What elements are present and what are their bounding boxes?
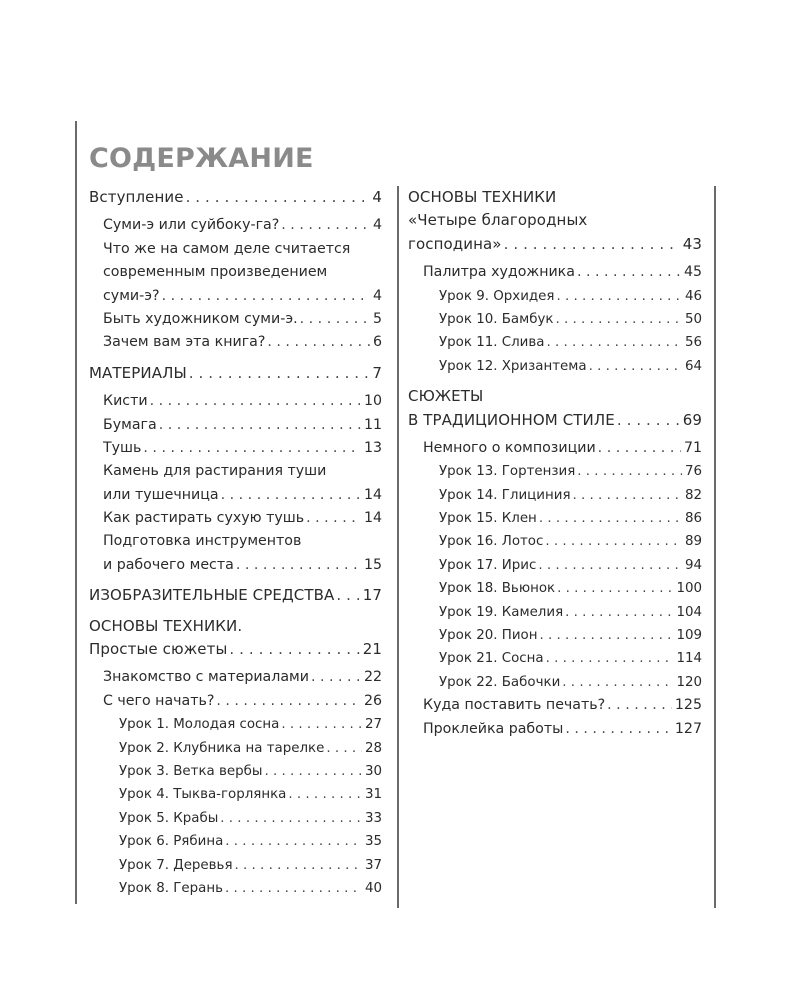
toc-lesson-entry [408, 554, 702, 577]
toc-page-number: 56 [684, 335, 702, 351]
toc-lesson-entry [89, 807, 382, 830]
dot-leader [311, 666, 361, 689]
toc-entry-title: Урок 19. Камелия [439, 604, 564, 620]
dot-leader [589, 355, 682, 378]
toc-entry-title: Подготовка инструментов [103, 533, 302, 550]
dot-leader [150, 390, 361, 413]
toc-page-number: 71 [683, 439, 702, 456]
dot-leader [557, 577, 673, 600]
toc-entry-title: Урок 18. Вьюнок [439, 581, 556, 597]
toc-page-number: 127 [674, 720, 702, 737]
toc-entry-title: Вступление [89, 188, 184, 206]
dot-leader [577, 460, 682, 483]
toc-subsection-entry [89, 308, 382, 331]
dot-leader [336, 584, 359, 607]
toc-section-entry [89, 362, 382, 385]
toc-entry-title: ОСНОВЫ ТЕХНИКИ. [89, 616, 243, 635]
toc-entry-title: Урок 16. Лотос [439, 534, 544, 550]
dot-leader [159, 414, 361, 437]
toc-lesson-entry [408, 355, 702, 378]
toc-entry-title: Урок 7. Деревья [119, 857, 233, 873]
toc-lesson-entry [408, 460, 702, 483]
toc-lesson-entry [89, 854, 382, 877]
toc-column-right [408, 186, 702, 741]
toc-page-number: 11 [363, 416, 382, 433]
toc-entry-title: Палитра художника [423, 264, 575, 281]
toc-section-entry [89, 584, 382, 607]
toc-entry-title: Урок 20. Пион [439, 628, 538, 644]
toc-entry-title: Урок 3. Ветка вербы [119, 763, 263, 779]
dot-leader [216, 690, 361, 713]
dot-leader [189, 362, 370, 385]
dot-leader [143, 437, 361, 460]
dot-leader [288, 783, 362, 806]
toc-page-number: 76 [684, 464, 702, 480]
dot-leader [281, 214, 370, 237]
dot-leader [326, 737, 362, 760]
toc-lesson-entry [408, 484, 702, 507]
toc-page-number: 33 [364, 810, 382, 826]
toc-section-entry [89, 615, 382, 662]
toc-page-number: 14 [363, 510, 382, 527]
toc-entry-title: Урок 22. Бабочки [439, 674, 561, 690]
toc-lesson-entry [408, 577, 702, 600]
toc-page-number: 4 [372, 188, 382, 206]
dot-leader [556, 308, 682, 331]
toc-entry-title: современным произведением [103, 264, 328, 281]
dot-leader [300, 308, 370, 331]
toc-lesson-entry [89, 783, 382, 806]
toc-page-number: 109 [676, 628, 702, 644]
toc-entry-title: суми-э? [103, 287, 160, 304]
toc-subsection-entry [89, 331, 382, 354]
toc-section-entry [408, 186, 702, 256]
toc-entry-title: и рабочего места [103, 556, 234, 573]
toc-entry-title: Камень для растирания туши [103, 463, 327, 480]
toc-page-number: 10 [363, 393, 382, 410]
dot-leader [225, 830, 362, 853]
toc-page-number: 22 [363, 669, 382, 686]
toc-subsection-entry [408, 437, 702, 460]
toc-entry-title: Урок 11. Слива [439, 335, 545, 351]
toc-entry-title: МАТЕРИАЛЫ [89, 363, 187, 382]
toc-subsection-entry [89, 390, 382, 413]
dot-leader [225, 877, 362, 900]
toc-page-number: 40 [364, 880, 382, 896]
toc-page-number: 31 [364, 787, 382, 803]
toc-page-number: 15 [363, 556, 382, 573]
toc-page-number: 45 [683, 264, 702, 281]
toc-section-entry [408, 385, 702, 432]
toc-entry-title: Урок 2. Клубника на тарелке [119, 740, 325, 756]
toc-subsection-entry [89, 460, 382, 507]
toc-entry-title: ОСНОВЫ ТЕХНИКИ [408, 188, 557, 206]
toc-page-number: 120 [676, 674, 702, 690]
toc-lesson-entry [408, 601, 702, 624]
toc-subsection-entry [408, 261, 702, 284]
dot-leader [598, 437, 681, 460]
toc-lesson-entry [408, 285, 702, 308]
toc-page-number: 28 [364, 740, 382, 756]
toc-entry-title: С чего начать? [103, 692, 215, 709]
toc-lesson-entry [408, 308, 702, 331]
toc-lesson-entry [89, 737, 382, 760]
toc-entry-title: В ТРАДИЦИОННОМ СТИЛЕ [408, 410, 615, 429]
toc-subsection-entry [408, 718, 702, 741]
dot-leader [565, 601, 673, 624]
toc-subsection-entry [408, 694, 702, 717]
toc-lesson-entry [89, 760, 382, 783]
toc-entry-title: Урок 14. Глициния [439, 487, 571, 503]
toc-entry-title: Куда поставить печать? [423, 697, 606, 714]
toc-entry-title: Урок 9. Орхидея [439, 288, 555, 304]
toc-lesson-entry [408, 671, 702, 694]
toc-page-number: 69 [682, 410, 702, 429]
toc-page-number: 4 [372, 217, 382, 234]
toc-entry-title: Что же на самом деле считается [103, 240, 351, 257]
toc-entry-title: Урок 10. Бамбук [439, 311, 554, 327]
toc-entry-title: «Четыре благородных [408, 211, 588, 230]
toc-entry-title: Урок 8. Герань [119, 880, 223, 896]
toc-entry-title: Немного о композиции [423, 439, 596, 456]
toc-entry-title: Урок 5. Крабы [119, 810, 219, 826]
toc-page-number: 4 [372, 287, 382, 304]
page-title: СОДЕРЖАНИЕ [89, 143, 314, 174]
dot-leader [545, 530, 682, 553]
toc-entry-title: Урок 21. Сосна [439, 651, 544, 667]
toc-page-number: 64 [684, 358, 702, 374]
right-margin-rule [714, 186, 716, 908]
toc-page-number: 14 [363, 486, 382, 503]
toc-entry-title: ИЗОБРАЗИТЕЛЬНЫЕ СРЕДСТВА [89, 586, 335, 605]
toc-page-number: 94 [684, 557, 702, 573]
toc-page-number: 5 [372, 310, 382, 327]
toc-page-number: 89 [684, 534, 702, 550]
toc-entry-title: Зачем вам эта книга? [103, 334, 266, 351]
dot-leader [556, 285, 682, 308]
toc-entry-title: СЮЖЕТЫ [408, 387, 484, 406]
toc-lesson-entry [408, 530, 702, 553]
dot-leader [546, 331, 681, 354]
toc-lesson-entry [408, 647, 702, 670]
dot-leader [539, 624, 673, 647]
toc-page-number: 100 [676, 581, 702, 597]
toc-page-number: 104 [676, 604, 702, 620]
toc-entry-title: Урок 12. Хризантема [439, 358, 587, 374]
toc-entry-title: Урок 17. Ирис [439, 557, 537, 573]
toc-column-left [89, 186, 382, 900]
toc-page-number: 37 [364, 857, 382, 873]
toc-page-number: 114 [676, 651, 702, 667]
toc-subsection-entry [89, 238, 382, 308]
dot-leader [162, 285, 370, 308]
toc-page-number: 35 [364, 834, 382, 850]
toc-entry-title: Бумага [103, 416, 157, 433]
dot-leader [221, 484, 361, 507]
dot-leader [504, 233, 680, 256]
toc-lesson-entry [89, 830, 382, 853]
toc-subsection-entry [89, 437, 382, 460]
toc-page-number: 17 [362, 586, 382, 605]
dot-leader [229, 638, 359, 661]
toc-subsection-entry [89, 690, 382, 713]
toc-subsection-entry [89, 666, 382, 689]
dot-leader [267, 331, 370, 354]
toc-page-number: 125 [674, 697, 702, 714]
dot-leader [236, 554, 361, 577]
toc-entry-title: Проклейка работы [423, 720, 564, 737]
toc-page-number: 7 [372, 363, 382, 382]
toc-lesson-entry [408, 507, 702, 530]
toc-page-number: 21 [362, 640, 382, 659]
toc-entry-title: Урок 4. Тыква-горлянка [119, 787, 287, 803]
toc-page-number: 30 [364, 763, 382, 779]
dot-leader [538, 554, 682, 577]
toc-entry-title: Быть художником суми-э. [103, 310, 298, 327]
toc-entry-title: Суми-э или суйбоку-га? [103, 217, 280, 234]
dot-leader [617, 409, 680, 432]
toc-subsection-entry [89, 214, 382, 237]
dot-leader [220, 807, 362, 830]
dot-leader [565, 718, 672, 741]
toc-subsection-entry [89, 507, 382, 530]
dot-leader [562, 671, 673, 694]
toc-lesson-entry [89, 877, 382, 900]
toc-entry-title: Урок 13. Гортензия [439, 464, 576, 480]
toc-section-entry [89, 186, 382, 209]
left-margin-rule [75, 121, 77, 904]
toc-page-number: 50 [684, 311, 702, 327]
dot-leader [186, 186, 370, 209]
dot-leader [264, 760, 361, 783]
dot-leader [573, 484, 682, 507]
dot-leader [577, 261, 681, 284]
dot-leader [281, 713, 362, 736]
column-divider-rule [397, 186, 399, 908]
toc-entry-title: Урок 15. Клен [439, 511, 537, 527]
toc-lesson-entry [408, 331, 702, 354]
toc-page-number: 46 [684, 288, 702, 304]
dot-leader [306, 507, 361, 530]
dot-leader [607, 694, 672, 717]
toc-page-number: 26 [363, 692, 382, 709]
toc-entry-title: господина» [408, 234, 502, 253]
toc-entry-title: Как растирать сухую тушь [103, 510, 305, 527]
toc-entry-title: Урок 6. Рябина [119, 834, 224, 850]
toc-entry-title: Урок 1. Молодая сосна [119, 717, 280, 733]
toc-page-number: 6 [372, 334, 382, 351]
toc-page-number: 43 [682, 234, 702, 253]
toc-entry-title: или тушечница [103, 486, 219, 503]
dot-leader [539, 507, 682, 530]
toc-page-number: 13 [363, 439, 382, 456]
toc-page-number: 82 [684, 487, 702, 503]
toc-page-number: 27 [364, 717, 382, 733]
toc-page-number: 86 [684, 511, 702, 527]
toc-subsection-entry [89, 530, 382, 577]
dot-leader [546, 647, 674, 670]
toc-entry-title: Тушь [103, 439, 142, 456]
dot-leader [235, 854, 362, 877]
toc-lesson-entry [408, 624, 702, 647]
toc-subsection-entry [89, 414, 382, 437]
toc-entry-title: Кисти [103, 393, 148, 410]
toc-entry-title: Знакомство с материалами [103, 669, 309, 686]
toc-entry-title: Простые сюжеты [89, 640, 228, 659]
toc-lesson-entry [89, 713, 382, 736]
